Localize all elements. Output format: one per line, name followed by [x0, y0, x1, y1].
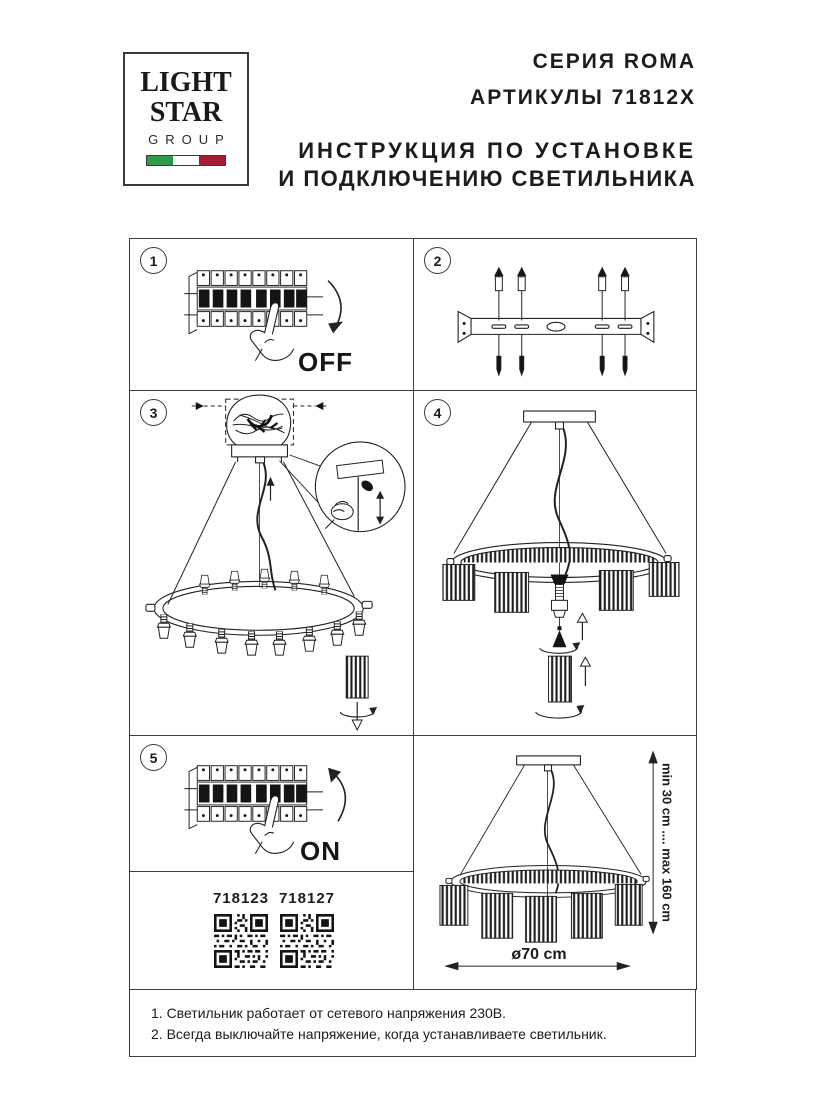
hanging-chandelier-drawing	[414, 391, 696, 735]
step-3-panel	[130, 391, 414, 736]
step-5-number: 5	[140, 744, 167, 771]
qr-codes-panel	[130, 872, 414, 990]
qr-code-left-label: 718123	[212, 890, 270, 907]
instruction-title-line1: ИНСТРУКЦИЯ ПО УСТАНОВКЕ	[298, 138, 696, 163]
wire-balloon	[227, 395, 291, 452]
power-off-drawing	[130, 239, 413, 390]
instruction-title-line2: И ПОДКЛЮЧЕНИЮ СВЕТИЛЬНИКА	[278, 166, 696, 191]
step-3-number: 3	[140, 399, 167, 426]
step-4-number: 4	[424, 399, 451, 426]
diameter-label: ø70 cm	[511, 946, 567, 963]
anchor-screws	[495, 268, 629, 375]
lamp-sockets	[157, 569, 365, 655]
footnotes-box	[129, 989, 696, 1057]
step-1-panel	[130, 239, 414, 391]
series-title: СЕРИЯ ROMA	[532, 50, 696, 73]
mounting-bracket-drawing	[414, 239, 696, 390]
steps-grid	[129, 238, 697, 990]
logo-word-light: LIGHT	[140, 66, 232, 98]
step-1-number: 1	[140, 247, 167, 274]
lightstar-logo	[123, 52, 249, 186]
step-4-panel	[414, 391, 697, 736]
step-2-panel	[414, 239, 697, 391]
arrow-down-icon	[328, 321, 343, 333]
off-label: OFF	[298, 347, 353, 377]
logo-word-star: STAR	[149, 96, 223, 128]
arrow-up-icon	[267, 477, 275, 486]
qr-code-left	[214, 914, 268, 968]
italian-flag-icon	[146, 155, 226, 166]
footnote-line-2: 2. Всегда выключайте напряжение, когда устанавливаете светильник.	[151, 1026, 607, 1042]
glass-shade	[340, 656, 377, 730]
dimensions-panel	[414, 736, 697, 990]
qr-code-right-label: 718127	[278, 890, 336, 907]
articles-title: АРТИКУЛЫ 71812X	[470, 86, 696, 109]
cable-lock-detail	[315, 442, 405, 532]
power-on-drawing	[130, 736, 413, 871]
side-screw-icon	[196, 402, 204, 410]
on-label: ON	[300, 836, 341, 866]
step-2-number: 2	[424, 247, 451, 274]
step-5-panel	[130, 736, 414, 872]
height-range-label: min 30 cm .... max 160 cm	[659, 762, 675, 922]
height-dimension-arrow	[649, 752, 657, 933]
logo-word-group: GROUP	[148, 132, 231, 147]
qr-code-right	[280, 914, 334, 968]
lamp-install-detail	[536, 574, 591, 718]
footnote-line-1: 1. Светильник работает от сетевого напряжения 230В.	[151, 1005, 507, 1021]
side-screw-icon	[315, 402, 323, 410]
ceiling-wiring-drawing	[130, 391, 413, 735]
